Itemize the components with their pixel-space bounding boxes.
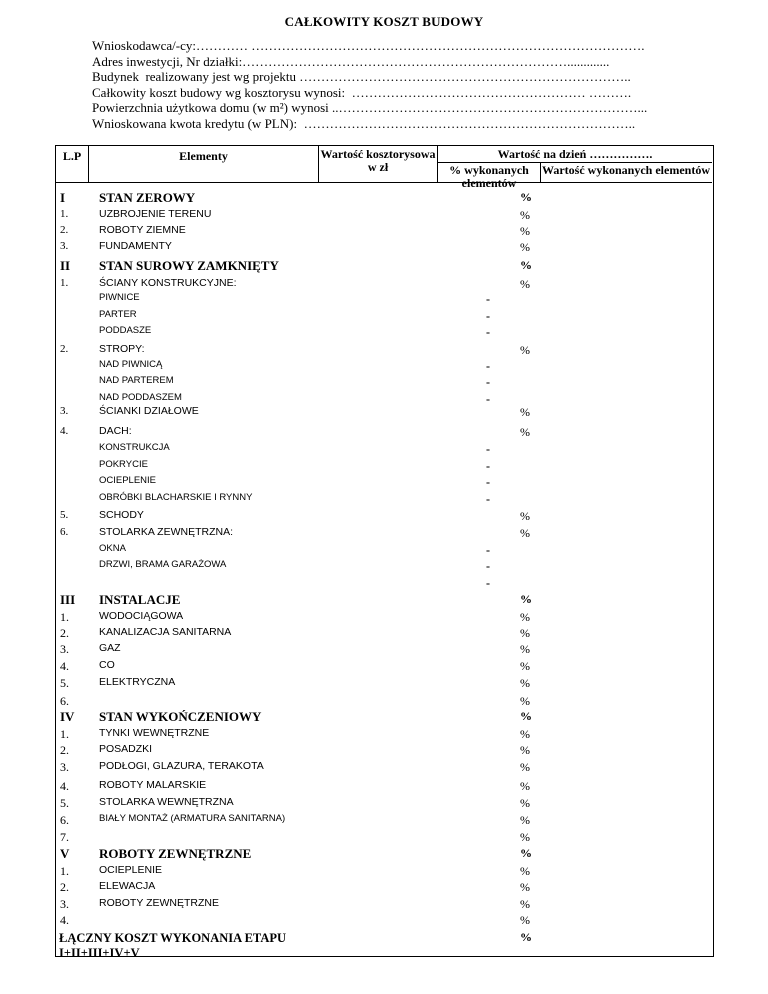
- row-percent: %: [520, 425, 530, 439]
- header-wartosc-na-dzien: Wartość na dzień …………….: [497, 147, 653, 161]
- row-lp: 1.: [60, 864, 69, 878]
- row-element-name: ELEKTRYCZNA: [99, 676, 176, 688]
- row-percent: %: [520, 659, 530, 673]
- row-element-name: INSTALACJE: [99, 592, 181, 607]
- info-line-project: Budynek realizowany jest wg projektu …………………………………………………………………..: [92, 69, 631, 84]
- row-element-name: WODOCIĄGOWA: [99, 610, 184, 622]
- row-element-name: ROBOTY MALARSKIE: [99, 779, 207, 791]
- info-line-applicant: Wnioskodawca/-cy:………… ……………………………………………………………………………….: [92, 38, 645, 53]
- row-percent: %: [520, 709, 532, 723]
- header-wartosc-wykonanych: Wartość wykonanych elementów: [542, 163, 710, 177]
- row-lp: 6.: [60, 526, 69, 538]
- row-lp: 3.: [60, 760, 69, 774]
- row-percent: %: [520, 676, 530, 690]
- row-percent: %: [520, 694, 530, 708]
- row-lp: II: [60, 258, 71, 273]
- row-dash: -: [486, 375, 490, 389]
- row-element-name: STOLARKA ZEWNĘTRZNA:: [99, 526, 233, 538]
- row-lp: 1.: [60, 727, 69, 741]
- row-element-name: BIAŁY MONTAŻ (ARMATURA SANITARNA): [99, 813, 286, 824]
- row-lp: 4.: [60, 779, 69, 793]
- row-lp: 2.: [60, 343, 69, 355]
- row-dash: -: [486, 475, 490, 489]
- row-element-name: PODŁOGI, GLAZURA, TERAKOTA: [99, 760, 264, 772]
- row-element-name: KONSTRUKCJA: [99, 442, 170, 453]
- row-element-name: ELEWACJA: [99, 880, 156, 892]
- row-lp: V: [60, 846, 70, 861]
- row-element-name: NAD PODDASZEM: [99, 392, 182, 403]
- row-dash: -: [486, 325, 490, 339]
- row-percent: %: [520, 727, 530, 741]
- row-element-name: DRZWI, BRAMA GARAŻOWA: [99, 559, 227, 570]
- row-lp: 2.: [60, 880, 69, 894]
- row-dash: -: [486, 392, 490, 406]
- info-line-total-cost: Całkowity koszt budowy wg kosztorysu wynosi: ……………………………………………… ……….: [92, 84, 632, 100]
- row-percent: %: [520, 509, 530, 523]
- total-label: [59, 931, 286, 961]
- row-element-name: UZBROJENIE TERENU: [99, 208, 212, 220]
- row-dash: -: [486, 559, 490, 573]
- row-lp: I: [60, 190, 66, 205]
- row-element-name: FUNDAMENTY: [99, 240, 172, 252]
- row-element-name: DACH:: [99, 425, 132, 437]
- row-lp: 3.: [60, 897, 69, 911]
- row-element-name: OBRÓBKI BLACHARSKIE I RYNNY: [99, 492, 253, 503]
- row-lp: 1.: [60, 610, 69, 624]
- header-wartosc-kosztorysowa: Wartość kosztorysowa w zł: [320, 147, 436, 174]
- row-percent: %: [520, 796, 530, 810]
- row-lp: 1.: [60, 208, 69, 220]
- row-lp: 2.: [60, 224, 69, 236]
- col-divider: [88, 145, 89, 182]
- row-lp: IV: [60, 709, 75, 724]
- applicant-info: [92, 38, 647, 131]
- row-lp: 3.: [60, 240, 69, 252]
- row-element-name: TYNKI WEWNĘTRZNE: [99, 727, 210, 739]
- row-lp: 6.: [60, 694, 69, 708]
- row-percent: %: [520, 208, 530, 222]
- row-percent: %: [520, 592, 532, 606]
- row-element-name: STOLARKA WEWNĘTRZNA: [99, 796, 234, 808]
- row-dash: -: [486, 543, 490, 557]
- row-lp: 2.: [60, 626, 69, 640]
- row-percent: %: [520, 343, 530, 357]
- row-percent: %: [520, 405, 530, 419]
- row-element-name: ROBOTY ZEWNĘTRZNE: [99, 897, 219, 909]
- total-percent: %: [520, 930, 532, 944]
- row-percent: %: [520, 830, 530, 844]
- row-percent: %: [520, 913, 530, 927]
- row-element-name: KANALIZACJA SANITARNA: [99, 626, 232, 638]
- row-lp: 7.: [60, 830, 69, 844]
- row-lp: 4.: [60, 425, 69, 437]
- row-dash: -: [486, 492, 490, 506]
- header-rule: [55, 182, 712, 183]
- info-line-loan: Wnioskowana kwota kredytu (w PLN): …………………………………………………………………..: [92, 115, 636, 131]
- row-element-name: ŚCIANY KONSTRUKCYJNE:: [99, 277, 237, 289]
- row-element-name: CO: [99, 659, 115, 671]
- row-percent: %: [520, 779, 530, 793]
- row-element-name: STROPY:: [99, 343, 145, 355]
- row-percent: %: [520, 642, 530, 656]
- info-line-area: Powierzchnia użytkowa domu (w m²) wynosi ..……………………………………………………………...: [92, 100, 648, 115]
- row-lp: 5.: [60, 509, 69, 521]
- info-line-address: Adres inwestycji, Nr działki:………………………………………………………………….............: [92, 53, 610, 69]
- row-element-name: POKRYCIE: [99, 459, 148, 470]
- row-lp: 2.: [60, 743, 69, 757]
- row-lp: 5.: [60, 676, 69, 690]
- row-lp: 4.: [60, 913, 69, 927]
- row-lp: 5.: [60, 796, 69, 810]
- row-percent: %: [520, 846, 532, 860]
- row-dash: -: [486, 309, 490, 323]
- row-percent: %: [520, 880, 530, 894]
- row-percent: %: [520, 813, 530, 827]
- row-element-name: PODDASZE: [99, 325, 152, 336]
- row-lp: 4.: [60, 659, 69, 673]
- row-percent: %: [520, 240, 530, 254]
- col-divider: [540, 162, 541, 182]
- row-element-name: ROBOTY ZIEMNE: [99, 224, 186, 236]
- row-lp: 3.: [60, 405, 69, 417]
- row-dash: -: [486, 359, 490, 373]
- row-dash: -: [486, 292, 490, 306]
- row-element-name: SCHODY: [99, 509, 144, 521]
- row-percent: %: [520, 277, 530, 291]
- row-percent: %: [520, 258, 532, 272]
- document-title: CAŁKOWITY KOSZT BUDOWY: [284, 14, 484, 29]
- row-element-name: OCIEPLENIE: [99, 475, 157, 486]
- row-percent: %: [520, 760, 530, 774]
- total-label-line1: ŁĄCZNY KOSZT WYKONANIA ETAPU: [59, 931, 287, 945]
- row-element-name: POSADZKI: [99, 743, 153, 755]
- col-divider: [318, 145, 319, 182]
- row-percent: %: [520, 897, 530, 911]
- row-percent: %: [520, 626, 530, 640]
- row-element-name: GAZ: [99, 642, 121, 654]
- row-dash: -: [486, 442, 490, 456]
- header-elementy: Elementy: [179, 149, 228, 163]
- row-element-name: OKNA: [99, 543, 126, 554]
- row-lp: 3.: [60, 642, 69, 656]
- row-element-name: ŚCIANKI DZIAŁOWE: [99, 405, 199, 417]
- row-percent: %: [520, 743, 530, 757]
- row-percent: %: [520, 224, 530, 238]
- row-percent: %: [520, 610, 530, 624]
- row-percent: %: [520, 864, 530, 878]
- row-percent: %: [520, 190, 532, 204]
- header-procent-wykonanych: % wykonanych elementów: [449, 163, 529, 190]
- row-element-name: OCIEPLENIE: [99, 864, 163, 876]
- row-element-name: STAN ZEROWY: [99, 190, 196, 205]
- row-lp: 6.: [60, 813, 69, 827]
- row-percent: %: [520, 526, 530, 540]
- row-lp: 1.: [60, 277, 69, 289]
- row-element-name: PIWNICE: [99, 292, 140, 303]
- row-element-name: ROBOTY ZEWNĘTRZNE: [99, 846, 252, 861]
- row-element-name: PARTER: [99, 309, 137, 320]
- row-element-name: STAN SUROWY ZAMKNIĘTY: [99, 258, 279, 273]
- row-dash: -: [486, 576, 490, 590]
- header-lp: L.P: [62, 149, 82, 163]
- row-element-name: STAN WYKOŃCZENIOWY: [99, 709, 262, 724]
- total-label-line2: I+II+III+IV+V: [59, 946, 140, 960]
- row-dash: -: [486, 459, 490, 473]
- row-element-name: NAD PARTEREM: [99, 375, 174, 386]
- col-divider: [437, 145, 438, 182]
- row-lp: III: [60, 592, 76, 607]
- row-element-name: NAD PIWNICĄ: [99, 359, 163, 370]
